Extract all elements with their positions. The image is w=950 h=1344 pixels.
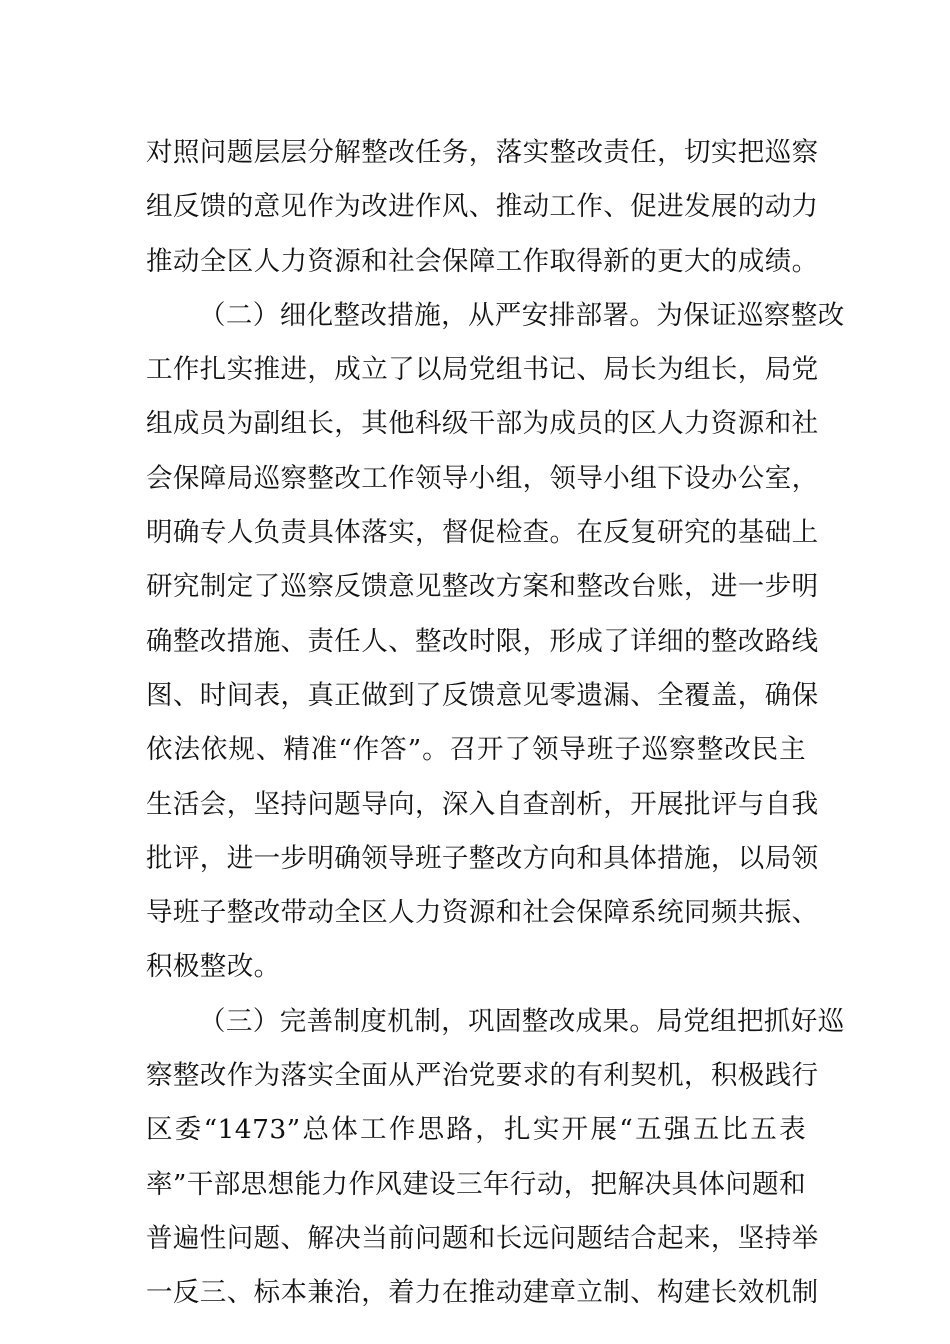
text-line: 组反馈的意见作为改进作风、推动工作、促进发展的动力 [146,191,819,223]
text-line: 依法依规、精准“作答”。召开了领导班子巡察整改民主 [146,734,806,766]
text-line: 区委“1473”总体工作思路，扎实开展“五强五比五表 [146,1114,806,1146]
text-line: 确整改措施、责任人、整改时限，形成了详细的整改路线 [146,625,819,657]
text-line: 批评，进一步明确领导班子整改方向和具体措施，以局领 [146,842,819,874]
paragraph-heading-line: （二）细化整改措施，从严安排部署。为保证巡察整改 [199,299,845,331]
text-line: 推动全区人力资源和社会保障工作取得新的更大的成绩。 [146,245,819,277]
text-line: 对照问题层层分解整改任务，落实整改责任，切实把巡察 [146,137,819,168]
text-line: 积极整改。 [146,951,281,983]
text-line: 明确专人负责具体落实，督促检查。在反复研究的基础上 [146,517,819,549]
text-line: 普遍性问题、解决当前问题和长远问题结合起来，坚持举 [146,1222,819,1254]
text-line: 导班子整改带动全区人力资源和社会保障系统同频共振、 [146,897,819,929]
text-line: 组成员为副组长，其他科级干部为成员的区人力资源和社 [146,408,819,440]
text-line: 率”干部思想能力作风建设三年行动，把解决具体问题和 [146,1168,806,1200]
text-line: 生活会，坚持问题导向，深入自查剖析，开展批评与自我 [146,788,819,820]
text-line: 研究制定了巡察反馈意见整改方案和整改台账，进一步明 [146,571,819,603]
document-body [146,126,845,1321]
text-line: 会保障局巡察整改工作领导小组，领导小组下设办公室， [146,462,819,494]
paragraph-heading-line: （三）完善制度机制，巩固整改成果。局党组把抓好巡 [199,1005,845,1037]
text-line: 图、时间表，真正做到了反馈意见零遗漏、全覆盖，确保 [146,679,819,711]
text-line: 一反三、标本兼治，着力在推动建章立制、构建长效机制 [146,1277,819,1309]
text-line: 工作扎实推进，成立了以局党组书记、局长为组长，局党 [146,354,819,386]
text-line: 察整改作为落实全面从严治党要求的有利契机，积极践行 [146,1060,819,1092]
